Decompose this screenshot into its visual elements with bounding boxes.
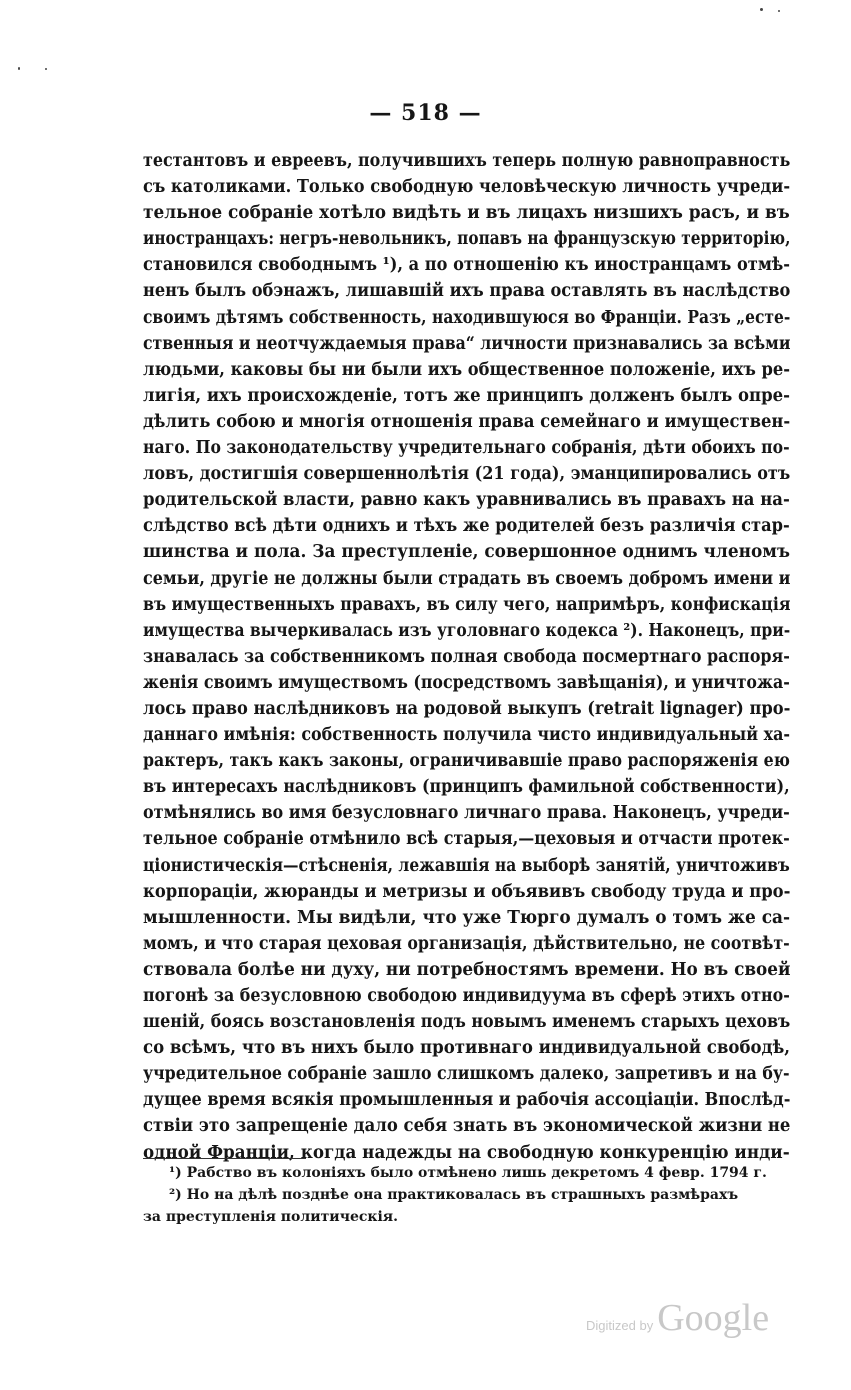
google-logo: Google bbox=[657, 1297, 770, 1339]
scan-speck bbox=[45, 68, 47, 70]
body-text bbox=[143, 148, 790, 1166]
text-line: своимъ дѣтямъ собственность, находившуюся во Франціи. Разъ „есте- bbox=[143, 307, 791, 328]
text-line: тельное собраніе отмѣнило всѣ старыя,—цеховыя и отчасти протек- bbox=[143, 829, 790, 850]
footnote-1: ¹) Рабство въ колоніяхъ было отмѣнено лишь декретомъ 4 февр. 1794 г. bbox=[169, 1165, 767, 1181]
footnote-2-continuation: за преступленія политическія. bbox=[143, 1209, 399, 1225]
text-line: тестантовъ и евреевъ, получившихъ теперь полную равноправность bbox=[143, 151, 791, 171]
text-line: становился свободнымъ ¹), а по отношенію къ иностранцамъ отмѣ- bbox=[143, 255, 790, 276]
text-line: лось право наслѣдниковъ на родовой выкупъ (retrait lignager) про- bbox=[143, 698, 791, 719]
text-line: со всѣмъ, что въ нихъ было противнаго индивидуальной свободѣ, bbox=[143, 1038, 791, 1059]
text-line: родительской власти, равно какъ уравнивались въ правахъ на на- bbox=[143, 490, 790, 511]
text-line: иностранцахъ: негръ-невольникъ, попавъ на французскую территорію, bbox=[143, 229, 791, 250]
text-line: корпораціи, жюранды и метризы и объявивъ свободу труда и про- bbox=[143, 881, 791, 902]
text-line: женія своимъ имуществомъ (посредствомъ завѣщанія), и уничтожа- bbox=[143, 672, 790, 693]
text-line: дѣлить собою и многія отношенія права семейнаго и имуществен- bbox=[143, 411, 791, 432]
text-line: одной Франціи, когда надежды на свободную конкуренцію инди- bbox=[143, 1142, 790, 1163]
text-line: ловъ, достигшія совершеннолѣтія (21 года), эманципировались отъ bbox=[143, 464, 791, 485]
scan-speck bbox=[18, 67, 20, 70]
page-number: — 518 — bbox=[369, 100, 482, 126]
text-line: съ католиками. Только свободную человѣческую личность учреди- bbox=[143, 177, 791, 198]
text-line: ненъ былъ обэнажъ, лишавшій ихъ права оставлять въ наслѣдство bbox=[143, 281, 791, 302]
text-line: погонѣ за безусловною свободою индивидуума въ сферѣ этихъ отно- bbox=[143, 986, 790, 1006]
text-line: знавалась за собственникомъ полная свобода посмертнаго распоря- bbox=[143, 646, 790, 667]
text-line: учредительное собраніе зашло слишкомъ далеко, запретивъ и на бу- bbox=[143, 1064, 790, 1085]
text-line: момъ, и что старая цеховая организація, дѣйствительно, не соотвѣт- bbox=[143, 933, 790, 954]
text-line: рактеръ, такъ какъ законы, ограничивавшіе право распоряженія ею bbox=[143, 751, 790, 772]
text-line: мышленности. Мы видѣли, что уже Тюрго думалъ о томъ же са- bbox=[143, 907, 791, 928]
text-line: даннаго имѣнія: собственность получила чисто индивидуальный ха- bbox=[143, 725, 791, 746]
text-line: имущества вычеркивалась изъ уголовнаго кодекса ²). Наконецъ, при- bbox=[143, 620, 791, 641]
scan-speck bbox=[760, 8, 763, 11]
text-line: ственныя и неотчуждаемыя права“ личности признавались за всѣми bbox=[143, 333, 791, 354]
text-line: ствовала болѣе ни духу, ни потребностямъ времени. Но въ своей bbox=[143, 959, 791, 980]
watermark-prefix: Digitized by bbox=[586, 1318, 654, 1333]
text-line: дущее время всякія промышленныя и рабочія ассоціаціи. Впослѣд- bbox=[143, 1090, 791, 1111]
footnotes bbox=[143, 1162, 790, 1228]
text-line: шеній, боясь возстановленія подъ новымъ именемъ старыхъ цеховъ bbox=[143, 1012, 791, 1033]
text-line: шинства и пола. За преступленіе, совершонное однимъ членомъ bbox=[143, 542, 790, 563]
text-line: людьми, каковы бы ни были ихъ общественное положеніе, ихъ ре- bbox=[143, 359, 791, 380]
scan-speck bbox=[778, 10, 780, 12]
text-line: отмѣнялись во имя безусловнаго личнаго права. Наконецъ, учреди- bbox=[143, 803, 790, 824]
text-line: лигія, ихъ происхожденіе, тотъ же принципъ долженъ былъ опре- bbox=[143, 385, 790, 406]
text-line: въ интересахъ наслѣдниковъ (принципъ фамильной собственности), bbox=[143, 777, 790, 798]
text-line: въ имущественныхъ правахъ, въ силу чего, напримѣръ, конфискація bbox=[143, 594, 791, 615]
text-line: семьи, другіе не должны были страдать въ своемъ добромъ имени и bbox=[143, 568, 791, 589]
text-line: ціонистическія—стѣсненія, лежавшія на выборѣ занятій, уничтоживъ bbox=[143, 855, 790, 876]
text-line: слѣдство всѣ дѣти однихъ и тѣхъ же родителей безъ различія стар- bbox=[143, 516, 790, 537]
digitized-watermark bbox=[586, 1296, 769, 1346]
text-line: наго. По законодательству учредительнаго собранія, дѣти обоихъ по- bbox=[143, 438, 790, 459]
footnote-2: ²) Но на дѣлѣ позднѣе она практиковалась въ страшныхъ размѣрахъ bbox=[169, 1187, 739, 1203]
text-line: ствіи это запрещеніе дало себя знать въ экономической жизни не bbox=[143, 1116, 791, 1137]
footnote-divider bbox=[143, 1158, 306, 1159]
text-line: тельное собраніе хотѣло видѣть и въ лицахъ низшихъ расъ, и въ bbox=[143, 203, 790, 224]
